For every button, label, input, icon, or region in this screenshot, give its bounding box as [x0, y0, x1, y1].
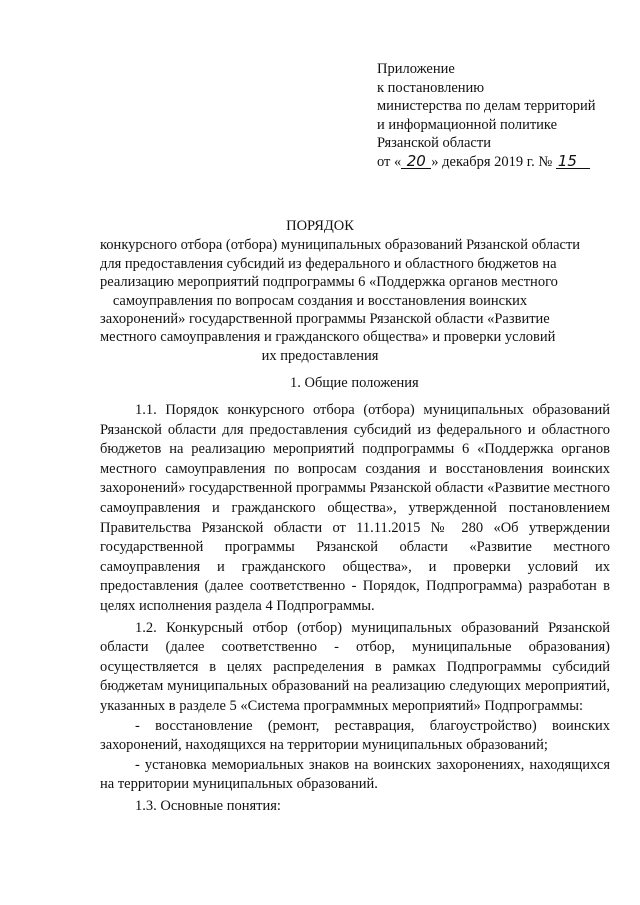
appendix-line: и информационной политике — [377, 116, 558, 133]
title-line: для предоставления субсидий из федерального и областного бюджетов на — [100, 255, 557, 272]
appendix-header — [377, 60, 627, 171]
appendix-line: к постановлению — [377, 79, 485, 96]
title-line: конкурсного отбора (отбора) муниципальных образований Рязанской области — [100, 237, 581, 254]
date-middle: » декабря 2019 г. № — [431, 153, 553, 170]
paragraph-1-1: 1.1. Порядок конкурсного отбора (отбора) муниципальных образований Рязанской области для предоставления субсидий из федерального и областного бюджетов на реализацию мероприятий подпрограммы 6 «Поддержка органов местного самоуправления по вопросам создания и восстановления воинских захоронений» государственной программы Рязанской области «Развитие местного самоуправления и гражданского общества», утвержденной постановлением Правительства Рязанской области от 11.11.2015 № 280 «Об утверждении государственной программы Рязанской области «Развитие местного самоуправления и гражданского общества», и проверки условий их предоставления (далее соответственно - Порядок, Подпрограмма) разработан в целях исполнения раздела 4 Подпрограммы. — [100, 402, 610, 614]
title-line: реализацию мероприятий подпрограммы 6 «Поддержка органов местного — [100, 274, 558, 291]
handwritten-number: 15 — [556, 154, 590, 169]
section-heading: 1. Общие положения — [290, 375, 419, 391]
title-line: их предоставления — [261, 347, 379, 364]
list-item-memorial-signs: - установка мемориальных знаков на воинских захоронениях, находящихся на территории муниципальных образований. — [100, 756, 610, 793]
document-body — [100, 401, 610, 816]
title-line: местного самоуправления и гражданского общества» и проверки условий — [100, 329, 556, 346]
appendix-line: Рязанской области — [377, 135, 491, 151]
handwritten-day: 20 — [401, 154, 431, 169]
title-line: самоуправления по вопросам создания и восстановления воинских — [112, 292, 528, 309]
appendix-title: Приложение — [377, 61, 455, 77]
date-prefix: от « — [377, 153, 402, 170]
list-item-restoration: - восстановление (ремонт, реставрация, благоустройство) воинских захоронений, находящихся на территории муниципальных образований; — [100, 717, 610, 754]
paragraph-1-3: 1.3. Основные понятия: — [135, 797, 281, 814]
paragraph-1-2: 1.2. Конкурсный отбор (отбор) муниципальных образований Рязанской области (далее соответственно - отбор, муниципальные образования) осуществляется в целях распределения в рамках Подпрограммы субсидий бюджетам муниципальных образований на реализацию следующих мероприятий, указанных в разделе 5 «Система программных мероприятий» Подпрограммы: — [100, 619, 610, 714]
document-title: ПОРЯДОК — [286, 218, 354, 234]
document-title-block — [100, 217, 581, 365]
appendix-date-line — [377, 153, 627, 172]
appendix-line: министерства по делам территорий — [377, 98, 596, 114]
title-line: захоронений» государственной программы Рязанской области «Развитие — [100, 311, 550, 328]
